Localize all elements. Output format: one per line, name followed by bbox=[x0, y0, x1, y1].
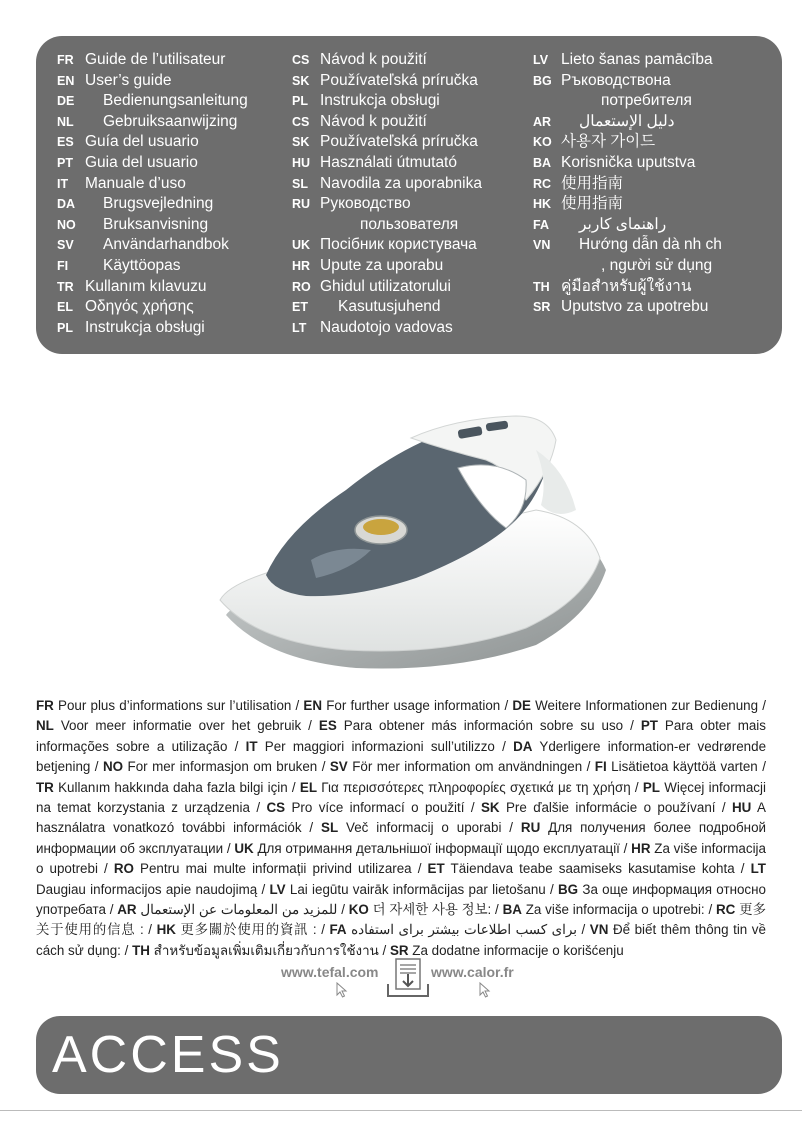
product-name: ACCESS bbox=[52, 1026, 284, 1084]
language-column-3 bbox=[533, 50, 773, 318]
info-language-code: EN bbox=[303, 698, 323, 713]
language-guide-title: Ръководствона bbox=[561, 71, 671, 89]
language-guide-title: Návod k použití bbox=[320, 112, 427, 130]
language-code: ES bbox=[57, 135, 74, 150]
language-entry bbox=[533, 132, 773, 153]
language-entry bbox=[533, 71, 773, 92]
language-code: HK bbox=[533, 197, 552, 212]
info-sentence: 更多關於使用的資訊 : bbox=[180, 922, 317, 938]
language-entry bbox=[292, 235, 532, 256]
info-language-code: HR bbox=[631, 840, 651, 856]
language-guide-title: Gebruiksaanwijzing bbox=[103, 112, 238, 130]
language-code: KO bbox=[533, 135, 552, 150]
info-sentence: Để biết thêm thông tin về cách sử dụng: bbox=[36, 922, 766, 958]
language-entry bbox=[533, 91, 773, 112]
language-entry bbox=[533, 112, 773, 133]
cursor-arrow-icon bbox=[336, 982, 348, 998]
language-code: FR bbox=[57, 53, 74, 67]
language-entry bbox=[57, 153, 287, 174]
language-code: EL bbox=[57, 300, 73, 315]
language-guide-title: пользователя bbox=[360, 215, 459, 233]
info-sentence: للمزيد من المعلومات عن الإستعمال bbox=[140, 902, 338, 918]
language-guide-title: 使用指南 bbox=[561, 195, 624, 213]
info-sentence: برای کسب اطلاعات بیشتر برای استفاده bbox=[351, 922, 577, 938]
language-entry bbox=[292, 215, 532, 236]
language-entry bbox=[292, 318, 532, 339]
language-code: FI bbox=[57, 258, 69, 273]
language-entry bbox=[57, 235, 287, 256]
info-sentence: สำหรับข้อมูลเพิ่มเติมเกี่ยวกับการใช้งาน bbox=[153, 942, 379, 958]
info-language-code: PT bbox=[640, 718, 658, 734]
info-language-code: NL bbox=[36, 718, 54, 734]
language-guide-title: Használati útmutató bbox=[320, 153, 457, 171]
language-code: TR bbox=[57, 279, 74, 294]
info-sentence: Daugiau informacijos apie naudojimą bbox=[36, 881, 258, 897]
cursor-arrow-icon bbox=[479, 982, 491, 998]
language-code: CS bbox=[292, 114, 310, 129]
info-language-code: BA bbox=[502, 902, 522, 918]
info-sentence: Para obter mais informações sobre a utilização bbox=[36, 718, 766, 754]
language-guide-title: , người sử dụng bbox=[601, 256, 713, 274]
language-entry bbox=[292, 50, 532, 71]
language-entry bbox=[292, 132, 532, 153]
language-guide-title: دليل الإستعمال bbox=[579, 112, 675, 130]
info-language-code: HU bbox=[732, 800, 752, 816]
language-code: NO bbox=[57, 217, 76, 232]
language-entry bbox=[57, 194, 287, 215]
language-entry bbox=[57, 132, 287, 153]
language-code: CS bbox=[292, 53, 310, 67]
info-language-code: UK bbox=[234, 840, 254, 856]
language-guide-title: Guía del usuario bbox=[85, 133, 199, 151]
language-code: RC bbox=[533, 176, 552, 191]
language-panel bbox=[36, 36, 782, 354]
info-language-code: SK bbox=[480, 800, 500, 816]
info-language-code: TH bbox=[132, 942, 150, 958]
info-language-code: RC bbox=[715, 902, 736, 918]
info-language-code: VN bbox=[589, 922, 609, 938]
language-entry bbox=[292, 194, 532, 215]
language-guide-title: Používateľská príručka bbox=[320, 71, 478, 89]
language-code: TH bbox=[533, 279, 550, 294]
info-language-code: SL bbox=[321, 820, 339, 836]
language-code: RO bbox=[292, 279, 311, 294]
language-entry bbox=[292, 153, 532, 174]
language-code: SL bbox=[292, 176, 308, 191]
info-language-code: ET bbox=[427, 861, 445, 877]
info-language-code: DA bbox=[513, 738, 533, 754]
info-sentence: Для отримання детальнішої інформації щодо експлуатації bbox=[257, 840, 620, 856]
website-links bbox=[0, 962, 802, 1002]
language-guide-title: Руководство bbox=[320, 195, 411, 213]
language-code: NL bbox=[57, 114, 74, 129]
info-language-code: SR bbox=[389, 942, 409, 958]
language-entry bbox=[533, 235, 773, 256]
info-language-code: FR bbox=[36, 698, 54, 713]
info-language-code: LT bbox=[750, 861, 766, 877]
language-code: LT bbox=[292, 320, 307, 335]
language-entry bbox=[533, 215, 773, 236]
language-guide-title: Kasutusjuhend bbox=[338, 298, 441, 316]
info-sentence: Kullanım hakkında daha fazla bilgi için bbox=[58, 779, 288, 795]
info-sentence: Pentru mai multe informații privind utilizarea bbox=[140, 861, 412, 877]
language-code: ET bbox=[292, 300, 308, 315]
info-sentence: Za dodatne informacije o korišćenju bbox=[412, 942, 624, 958]
info-sentence: За още информация относно употребата bbox=[36, 881, 766, 918]
info-language-code: CS bbox=[266, 800, 286, 816]
info-language-code: DE bbox=[512, 698, 531, 713]
footer-rule bbox=[0, 1110, 802, 1111]
info-sentence: For further usage information bbox=[326, 698, 501, 713]
language-code: IT bbox=[57, 176, 69, 191]
language-guide-title: Hướng dẫn dà nh ch bbox=[579, 236, 722, 254]
tefal-link[interactable]: www.tefal.com bbox=[281, 964, 379, 980]
info-sentence: Per maggiori informazioni sull’utilizzo bbox=[264, 738, 495, 754]
language-entry bbox=[57, 112, 287, 133]
info-sentence: Lai iegūtu vairāk informācijas par lietošanu bbox=[289, 881, 546, 897]
info-language-code: FI bbox=[594, 759, 607, 775]
language-entry bbox=[57, 215, 287, 236]
language-guide-title: Používateľská príručka bbox=[320, 133, 478, 151]
language-guide-title: Instrukcja obsługi bbox=[85, 318, 205, 336]
info-language-code: RO bbox=[113, 861, 134, 877]
language-entry bbox=[57, 174, 287, 195]
language-guide-title: Käyttöopas bbox=[103, 256, 181, 274]
language-guide-title: คู่มือสำหรับผู้ใช้งาน bbox=[561, 277, 692, 295]
info-sentence: Pre ďalšie informácie o používaní bbox=[505, 800, 716, 816]
info-language-code: SV bbox=[329, 759, 348, 775]
language-code: UK bbox=[292, 238, 311, 253]
info-sentence: Za više informacija o upotrebi bbox=[36, 840, 766, 877]
info-sentence: Weitere Informationen zur Bedienung bbox=[535, 698, 759, 713]
calor-link[interactable]: www.calor.fr bbox=[431, 964, 514, 980]
info-sentence: Для получения более подробной информации об эксплуатации bbox=[36, 820, 766, 856]
info-sentence: Voor meer informatie over het gebruik bbox=[60, 718, 302, 734]
language-code: SR bbox=[533, 300, 551, 315]
info-language-code: NO bbox=[102, 759, 124, 775]
language-code: PL bbox=[292, 94, 308, 109]
info-language-code: TR bbox=[36, 779, 54, 795]
language-entry bbox=[292, 174, 532, 195]
language-guide-title: Посібник користувача bbox=[320, 236, 477, 254]
usage-information-paragraph: FR Pour plus d’informations sur l’utilisation / EN For further usage information / DE Weitere Informationen zur Bedienung / NL Voor meer informatie over het gebruik / ES Para obtener más información sobre su uso / PT Para obter mais informações sobre a utilização / IT Per maggiori informazioni sull’utilizzo / DA Yderligere information-er vedrørende betjening / NO For mer informasjon om bruken / SV För mer information om användningen / FI Lisätietoa käyttöä varten / TR Kullanım hakkında daha fazla bilgi için / EL Για περισσότερες πληροφορίες σχετικά με τη χρήση / PL Więcej informacji na temat korzystania z urządzenia / CS Pro více informací o použití / SK Pre ďalšie informácie o používaní / HU A használatra vonatkozó további információk / SL Več informacij o uporabi / RU Для получения более подробной информации об эксплуатации / UK Для отримання детальнішої інформації щодо експлуатації / HR Za više informacija o upotrebi / RO Pentru mai multe informații privind utilizarea / ET Täiendava teabe saamiseks kasutamise kohta / LT Daugiau informacijos apie naudojimą / LV Lai iegūtu vairāk informācijas par lietošanu / BG За още информация относно употребата / AR للمزيد من المعلومات عن الإستعمال / KO 더 자세한 사용 정보: / BA Za više informacija o upotrebi: / RC 更多关于使用的信息 : / HK 更多關於使用的資訊 : / FA برای کسب اطلاعات بیشتر برای استفاده / VN Để biết thêm thông tin về cách sử dụng: / TH สำหรับข้อมูลเพิ่มเติมเกี่ยวกับการใช้งาน / SR Za dodatne informacije o korišćenju bbox=[36, 698, 767, 958]
language-guide-title: Lieto šanas pamācība bbox=[561, 51, 713, 68]
language-code: PT bbox=[57, 155, 73, 170]
language-code: AR bbox=[533, 114, 552, 129]
info-sentence: A használatra vonatkozó további információk bbox=[36, 800, 766, 836]
product-name-bar bbox=[36, 1016, 782, 1094]
language-code: PL bbox=[57, 320, 73, 335]
download-document-icon[interactable] bbox=[384, 958, 432, 1000]
language-code: SV bbox=[57, 238, 74, 253]
language-entry bbox=[57, 318, 287, 339]
language-code: BG bbox=[533, 73, 552, 88]
language-guide-title: Guia del usuario bbox=[85, 153, 198, 171]
language-guide-title: Instrukcja obsługi bbox=[320, 92, 440, 110]
info-sentence: Lisätietoa käyttöä varten bbox=[611, 759, 758, 775]
info-sentence: Za više informacija o upotrebi: bbox=[525, 902, 705, 918]
language-code: VN bbox=[533, 238, 551, 253]
language-code: RU bbox=[292, 197, 311, 212]
info-language-code: IT bbox=[245, 738, 258, 754]
language-code: LV bbox=[533, 53, 549, 67]
info-language-code: EL bbox=[299, 779, 318, 795]
language-entry bbox=[533, 256, 773, 277]
iron-illustration bbox=[196, 410, 616, 680]
info-sentence: Para obtener más información sobre su uso bbox=[343, 718, 624, 734]
language-entry bbox=[57, 50, 287, 71]
info-sentence: 更多关于使用的信息 : bbox=[36, 902, 766, 938]
language-guide-title: Bruksanvisning bbox=[103, 215, 209, 233]
info-sentence: Więcej informacji na temat korzystania z urządzenia bbox=[36, 779, 766, 816]
language-entry bbox=[533, 174, 773, 195]
language-entry bbox=[533, 153, 773, 174]
language-entry bbox=[292, 112, 532, 133]
info-sentence: För mer information om användningen bbox=[352, 759, 583, 775]
info-language-code: FA bbox=[329, 922, 347, 938]
language-entry bbox=[57, 91, 287, 112]
language-entry bbox=[533, 194, 773, 215]
language-guide-title: 使用指南 bbox=[561, 174, 624, 192]
language-code: DE bbox=[57, 94, 75, 109]
language-guide-title: Naudotojo vadovas bbox=[320, 318, 453, 336]
info-sentence: Yderligere information-er vedrørende betjening bbox=[36, 738, 767, 775]
info-sentence: Για περισσότερες πληροφορίες σχετικά με τη χρήση bbox=[321, 779, 631, 795]
language-code: BA bbox=[533, 155, 552, 170]
language-guide-title: потребителя bbox=[601, 92, 692, 110]
language-entry bbox=[292, 256, 532, 277]
language-guide-title: Ghidul utilizatorului bbox=[320, 277, 451, 295]
language-guide-title: Korisnička uputstva bbox=[561, 153, 696, 171]
language-entry bbox=[292, 91, 532, 112]
language-guide-title: Návod k použití bbox=[320, 51, 427, 68]
language-entry bbox=[533, 50, 773, 71]
info-sentence: 더 자세한 사용 정보: bbox=[372, 902, 492, 918]
language-entry bbox=[533, 277, 773, 298]
language-entry bbox=[292, 297, 532, 318]
info-sentence: Pour plus d’informations sur l’utilisation bbox=[58, 698, 292, 713]
language-code: SK bbox=[292, 135, 310, 150]
language-code: SK bbox=[292, 73, 310, 88]
info-language-code: AR bbox=[117, 902, 137, 918]
info-sentence: For mer informasjon om bruken bbox=[127, 759, 318, 775]
language-guide-title: Manuale d’uso bbox=[85, 174, 186, 192]
info-sentence: Več informacij o uporabi bbox=[346, 820, 502, 836]
language-entry bbox=[292, 71, 532, 92]
language-entry bbox=[292, 277, 532, 298]
info-sentence: Täiendava teabe saamiseks kasutamise kohta bbox=[450, 861, 735, 877]
info-language-code: PL bbox=[642, 779, 660, 795]
language-code: HU bbox=[292, 155, 311, 170]
language-guide-title: 사용자 가이드 bbox=[561, 133, 656, 151]
info-language-code: KO bbox=[348, 902, 369, 918]
language-entry bbox=[57, 297, 287, 318]
language-code: FA bbox=[533, 217, 549, 232]
language-guide-title: Kullanım kılavuzu bbox=[85, 277, 207, 295]
language-column-2 bbox=[292, 50, 532, 338]
language-code: EN bbox=[57, 73, 75, 88]
language-guide-title: Οδηγός χρήσης bbox=[85, 298, 194, 316]
language-entry bbox=[57, 256, 287, 277]
info-language-code: RU bbox=[520, 820, 541, 836]
language-code: HR bbox=[292, 258, 311, 273]
language-guide-title: Bedienungsanleitung bbox=[103, 92, 248, 110]
info-language-code: ES bbox=[318, 718, 337, 734]
language-column-1 bbox=[57, 50, 287, 338]
language-guide-title: راهنمای کاربر bbox=[579, 215, 667, 233]
language-entry bbox=[57, 277, 287, 298]
info-language-code: BG bbox=[557, 881, 579, 897]
language-entry bbox=[533, 297, 773, 318]
language-guide-title: User’s guide bbox=[85, 71, 172, 89]
info-language-code: LV bbox=[269, 881, 286, 897]
language-entry bbox=[57, 71, 287, 92]
language-code: DA bbox=[57, 197, 76, 212]
info-language-code: HK bbox=[156, 922, 176, 938]
language-guide-title: Navodila za uporabnika bbox=[320, 174, 482, 192]
language-guide-title: Guide de l’utilisateur bbox=[85, 51, 226, 68]
language-guide-title: Användarhandbok bbox=[103, 236, 229, 254]
info-sentence: Pro více informací o použití bbox=[291, 800, 465, 816]
language-guide-title: Brugsvejledning bbox=[103, 195, 214, 213]
language-guide-title: Uputstvo za upotrebu bbox=[561, 298, 709, 316]
language-guide-title: Upute za uporabu bbox=[320, 256, 444, 274]
